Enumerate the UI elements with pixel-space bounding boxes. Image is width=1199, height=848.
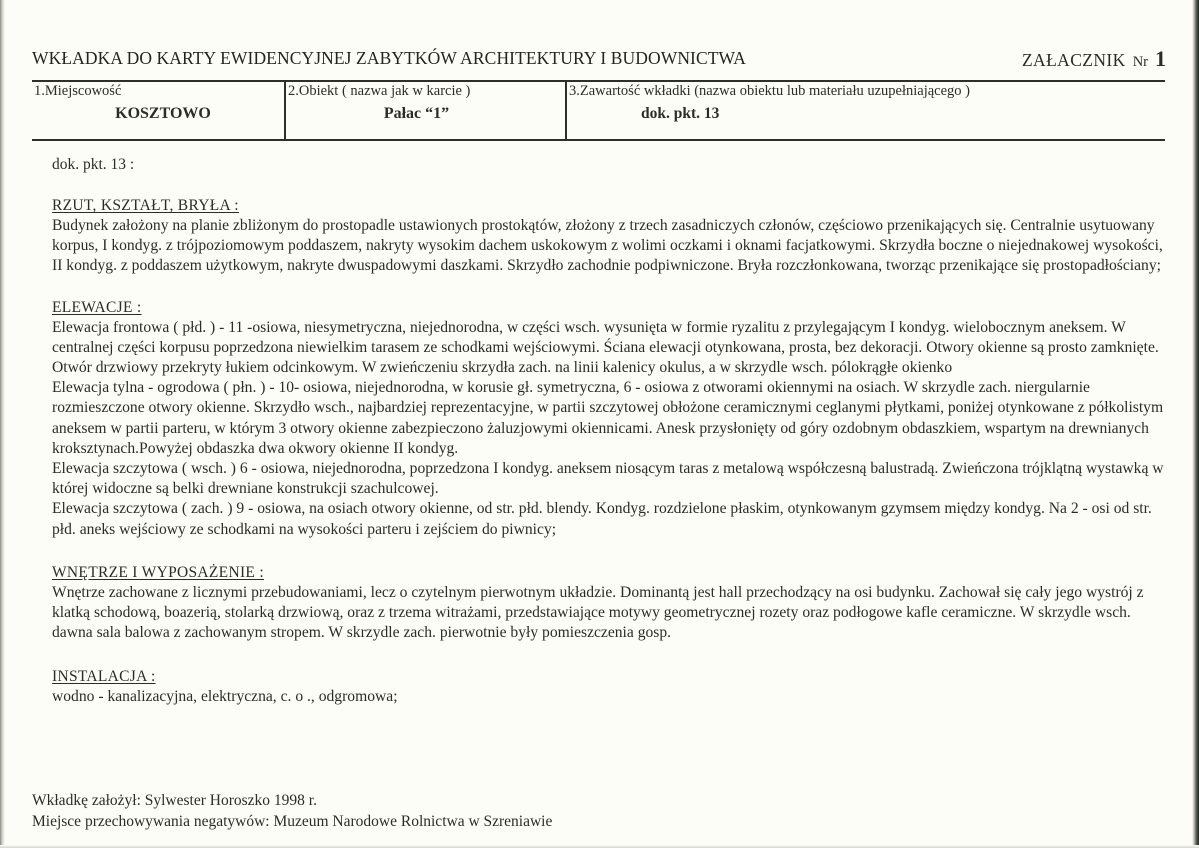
section-heading-wnetrze: WNĘTRZE I WYPOSAŻENIE : bbox=[52, 563, 264, 581]
footer-archive-line: Miejsce przechowywania negatywów: Muzeum Narodowe Rolnictwa w Szreniawie bbox=[32, 813, 553, 830]
table-cell-locality bbox=[34, 82, 282, 125]
annex-nr-label: Nr bbox=[1132, 54, 1148, 70]
section-rzut-paragraph-1: Budynek założony na planie zbliżonym do prostopadle ustawionych prostokątów, złożony z trzech zasadniczych członów, częściowo przenikających się. Centralnie usytuowany korpus, I kondyg. z trójpoziomowym poddaszem, nakryty wysokim dachem uskokowym z wolimi oczkami i oknami facjatkowymi. Skrzydła boczne o niejednakowej wysokości, II kondyg. z poddaszem użytkowym, nakryte dwuspadowymi daszkami. Skrzydło zachodnie podpiwniczone. Bryła rozczłonkowana, tworząc przenikające się prostopadłościany; bbox=[52, 217, 1163, 275]
section-elewacje-paragraph-4: Elewacja szczytowa ( zach. ) 9 - osiowa, na osiach otwory okienne, od str. płd. blendy. Kondyg. rozdzielone płaskim, otynkowanym gzymsem między kondyg. Na 2 - osi od str. płd. aneks wejściowy ze schodkami na wysokości parteru i zejściem do piwnicy; bbox=[52, 500, 1152, 538]
document-footer bbox=[32, 790, 1132, 832]
section-elewacje-paragraph-3: Elewacja szczytowa ( wsch. ) 6 - osiowa, niejednorodna, poprzedzona I kondyg. aneksem niosącym taras z metalową współczesną balustradą. Zwieńczona trójklątną wystawką w której widoczne są belki drewniane konstrukcji szachulcowej. bbox=[52, 460, 1164, 498]
table-cell-locality-value: KOSZTOWO bbox=[115, 105, 211, 122]
section-elewacje bbox=[52, 299, 1172, 540]
document-body bbox=[52, 155, 1172, 708]
section-heading-elewacje: ELEWACJE : bbox=[52, 298, 142, 316]
header-rule-bottom bbox=[32, 139, 1165, 141]
section-instalacja bbox=[52, 668, 1172, 707]
table-cell-object-label: 2.Obiekt ( nazwa jak w karcie ) bbox=[288, 83, 471, 99]
section-wnetrze-i-wyposazenie bbox=[52, 564, 1172, 644]
document-header bbox=[32, 48, 1166, 80]
scan-edge-right bbox=[1192, 0, 1199, 848]
table-divider-1 bbox=[284, 82, 286, 139]
table-cell-object bbox=[288, 82, 563, 125]
table-cell-content-value: dok. pkt. 13 bbox=[641, 105, 720, 122]
footer-author-line: Wkładkę założył: Sylwester Horoszko 1998 r. bbox=[32, 792, 317, 809]
table-cell-locality-label: 1.Miejscowość bbox=[34, 83, 122, 99]
section-elewacje-paragraph-2: Elewacja tylna - ogrodowa ( płn. ) - 10- osiowa, niejednorodna, w korusie gł. symetryczna, 6 - osiowa z otworami okiennymi na osiach. W skrzydle zach. niergularnie rozmieszczone otwory okienne. Skrzydło wsch., najbardziej reprezentacyjne, w partii szczytowej obłożone ceramicznymi ceglanymi płytkami, poniżej otynkowane z półkolistym aneksem w partii parteru, w którym 3 otwory okienne zabezpieczono żaluzjowymi okiennicami. Anesk przysłonięty od góry ozdobnym obdaszkiem, wspartym na drewnianych kroksztynach.Powyżej obdaszka dwa okwory okienne II kondyg. bbox=[52, 379, 1164, 457]
section-wnetrze-paragraph-1: Wnętrze zachowane z licznymi przebudowaniami, lecz o czytelnym pierwotnym układzie. Dominantą jest hall przechodzący na osi budynku. Zachował się cały jego wystrój z klatką schodową, boazerią, stolarką drzwiową, oraz z trzema witrażami, przedstawiające motywy geometrycznej rozety oraz podłogowe kafle ceramiczne. W skrzydle wsch. dawna sala balowa z zachowanym stropem. W skrzydle zach. pierwotnie były pomieszczenia gosp. bbox=[52, 583, 1144, 642]
section-instalacja-paragraph-1: wodno - kanalizacyjna, elektryczna, c. o ., odgromowa; bbox=[52, 688, 398, 706]
scan-edge-left bbox=[0, 0, 5, 848]
metadata-table bbox=[32, 82, 1165, 139]
table-cell-content bbox=[569, 82, 1163, 125]
page-title: WKŁADKA DO KARTY EWIDENCYJNEJ ZABYTKÓW ARCHITEKTURY I BUDOWNICTWA bbox=[32, 48, 746, 68]
section-heading-rzut: RZUT, KSZTAŁT, BRYŁA : bbox=[52, 197, 239, 214]
annex-number: 1 bbox=[1155, 46, 1166, 71]
section-heading-instalacja: INSTALACJA : bbox=[52, 668, 156, 686]
table-divider-2 bbox=[565, 82, 567, 139]
table-cell-content-label: 3.Zawartość wkładki (nazwa obiektu lub materiału uzupełniającego ) bbox=[569, 83, 971, 99]
annex-label bbox=[1022, 48, 1166, 71]
table-cell-object-value: Pałac “1” bbox=[383, 105, 450, 122]
section-rzut-ksztalt-bryla bbox=[52, 197, 1172, 277]
section-elewacje-paragraph-1: Elewacja frontowa ( płd. ) - 11 -osiowa, niesymetryczna, niejednorodna, w części wsch. wysunięta w formie ryzalitu z przylegającym I kondyg. wielobocznym aneksem. W centralnej części korpusu poprzedzona niewielkim tarasem ze schodkami wejściowymi. Ściana elewacji otynkowana, prosta, bez dekoracji. Otwory okienne są prosto zamknięte. Otwór drzwiowy przekryty łukiem odcinkowym. W zwieńczeniu skrzydła zach. na linii kalenicy okulus, a w skrzydle wsch. pólokrągłe okienko bbox=[52, 318, 1159, 377]
annex-word: ZAŁACZNIK bbox=[1021, 50, 1126, 70]
body-intro: dok. pkt. 13 : bbox=[52, 156, 135, 173]
